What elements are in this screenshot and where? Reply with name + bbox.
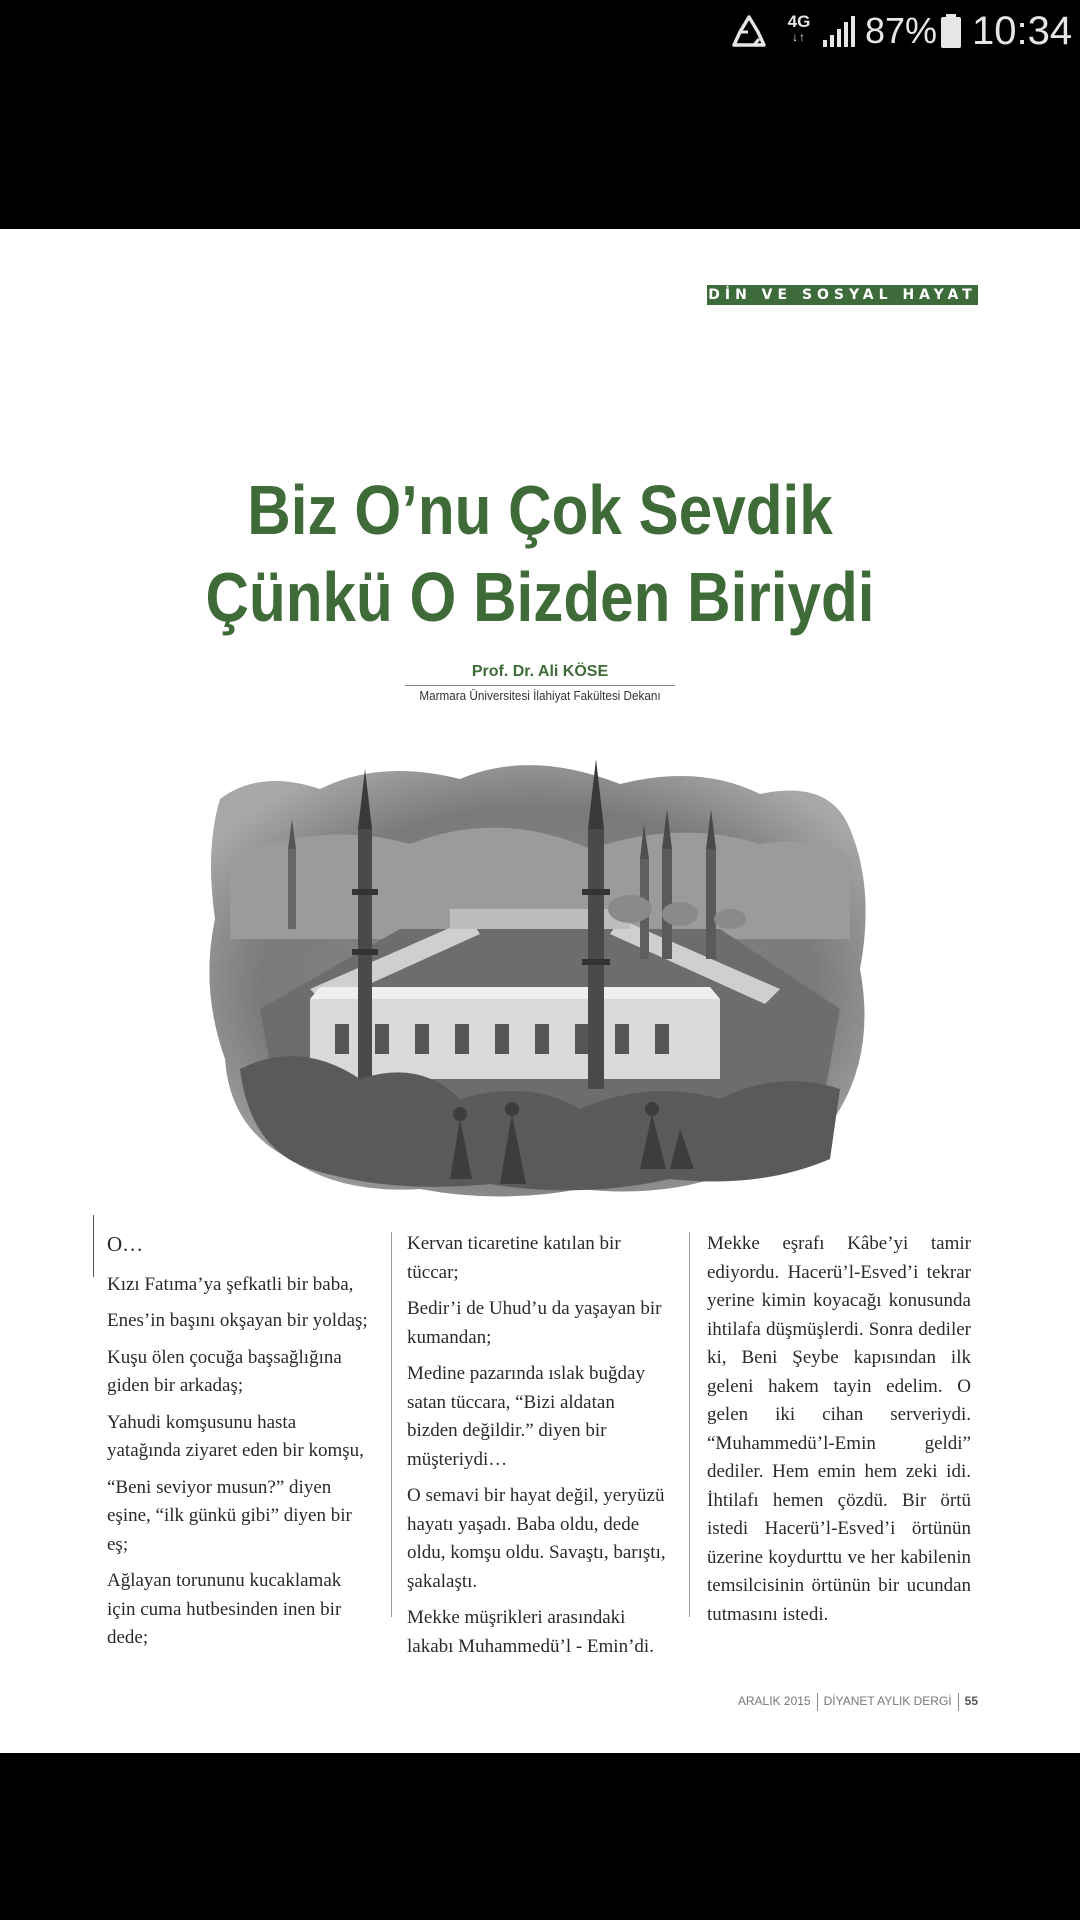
paragraph: Mekke müşrikleri arasındaki lakabı Muhammedü’l - Emin’di.: [407, 1607, 654, 1657]
magazine-page: [0, 229, 1080, 1753]
footer-divider: [958, 1693, 959, 1711]
author-affiliation: Marmara Üniversitesi İlahiyat Fakültesi Dekanı: [419, 688, 661, 703]
paragraph: Kızı Fatıma’ya şefkatli bir baba,: [107, 1273, 354, 1295]
paragraph: Kervan ticaretine katılan bir tüccar;: [407, 1233, 621, 1283]
article-title: [76, 467, 1005, 641]
paragraph: Yahudi komşusunu hasta yatağında ziyaret eden bir komşu,: [107, 1411, 364, 1461]
magazine-name: DİYANET AYLIK DERGİ: [823, 1694, 952, 1709]
title-line-1: Biz O’nu Çok Sevdik: [247, 471, 833, 549]
section-tag: DİN VE SOSYAL HAYAT: [708, 287, 977, 303]
column-rule-left: [93, 1215, 94, 1277]
paragraph: Mekke eşrafı Kâbe’yi tamir ediyordu. Hacerü’l-Esved’i tekrar yerine kimin koyacağı konusunda ihtilafa düşmüşlerdi. Sonra dediler ki, Beni Şeybe kapısından ilk geleni hakem tayin edelim. O gelen iki cihan serveriydi. “Muhammedü’l-Emin geldi” dediler. Hem emin hem zeki idi. İhtilafı hemen çözdü. Bir örtü istedi Hacerü’l-Esved’i örtünün üzerine koydurttu ve her kabilenin temsilcisinin örtünün bir ucundan tutmasını istedi.: [707, 1233, 971, 1625]
status-bar: [0, 0, 1080, 64]
battery-icon: [940, 14, 962, 48]
network-type: 4G: [787, 12, 811, 31]
clock: 10:34: [972, 9, 1073, 53]
page-footer: [738, 1693, 978, 1711]
signal-icon: [822, 14, 856, 48]
column-rule-1: [391, 1232, 392, 1617]
footer-divider: [817, 1693, 818, 1711]
paragraph: Medine pazarında ıslak buğday satan tüccara, “Bizi aldatan bizden değildir.” diyen bir müşteriydi…: [407, 1363, 645, 1470]
author-block: [405, 661, 675, 706]
paragraph: O…: [107, 1232, 144, 1256]
text-column-1: [107, 1230, 371, 1661]
paragraph: Bedir’i de Uhud’u da yaşayan bir kumandan;: [407, 1298, 662, 1348]
page-number: 55: [964, 1694, 978, 1709]
data-activity-icon: ↓↑: [792, 30, 806, 44]
title-line-2: Çünkü O Bizden Biriydi: [205, 558, 875, 636]
building-windows: [335, 1024, 669, 1054]
recycle-icon: [730, 14, 768, 50]
text-column-2: [407, 1230, 670, 1669]
mosque-illustration: [200, 739, 875, 1204]
author-name: Prof. Dr. Ali KÖSE: [405, 661, 675, 686]
paragraph: Ağlayan torununu kucaklamak için cuma hutbesinden inen bir dede;: [107, 1570, 342, 1648]
paragraph: O semavi bir hayat değil, yeryüzü hayatı yaşadı. Baba oldu, dede oldu, komşu oldu. Savaştı, barıştı, şakalaştı.: [407, 1485, 666, 1592]
paragraph: Enes’in başını okşayan bir yoldaş;: [107, 1310, 368, 1331]
battery-percent: 87%: [865, 10, 938, 51]
issue-date: ARALIK 2015: [737, 1694, 811, 1709]
text-column-3: [707, 1230, 971, 1637]
paragraph: Kuşu ölen çocuğa başsağlığına giden bir arkadaş;: [107, 1346, 342, 1396]
network-indicator: [786, 14, 812, 44]
column-rule-2: [689, 1232, 690, 1617]
paragraph: “Beni seviyor musun?” diyen eşine, “ilk günkü gibi” diyen bir eş;: [107, 1476, 352, 1555]
